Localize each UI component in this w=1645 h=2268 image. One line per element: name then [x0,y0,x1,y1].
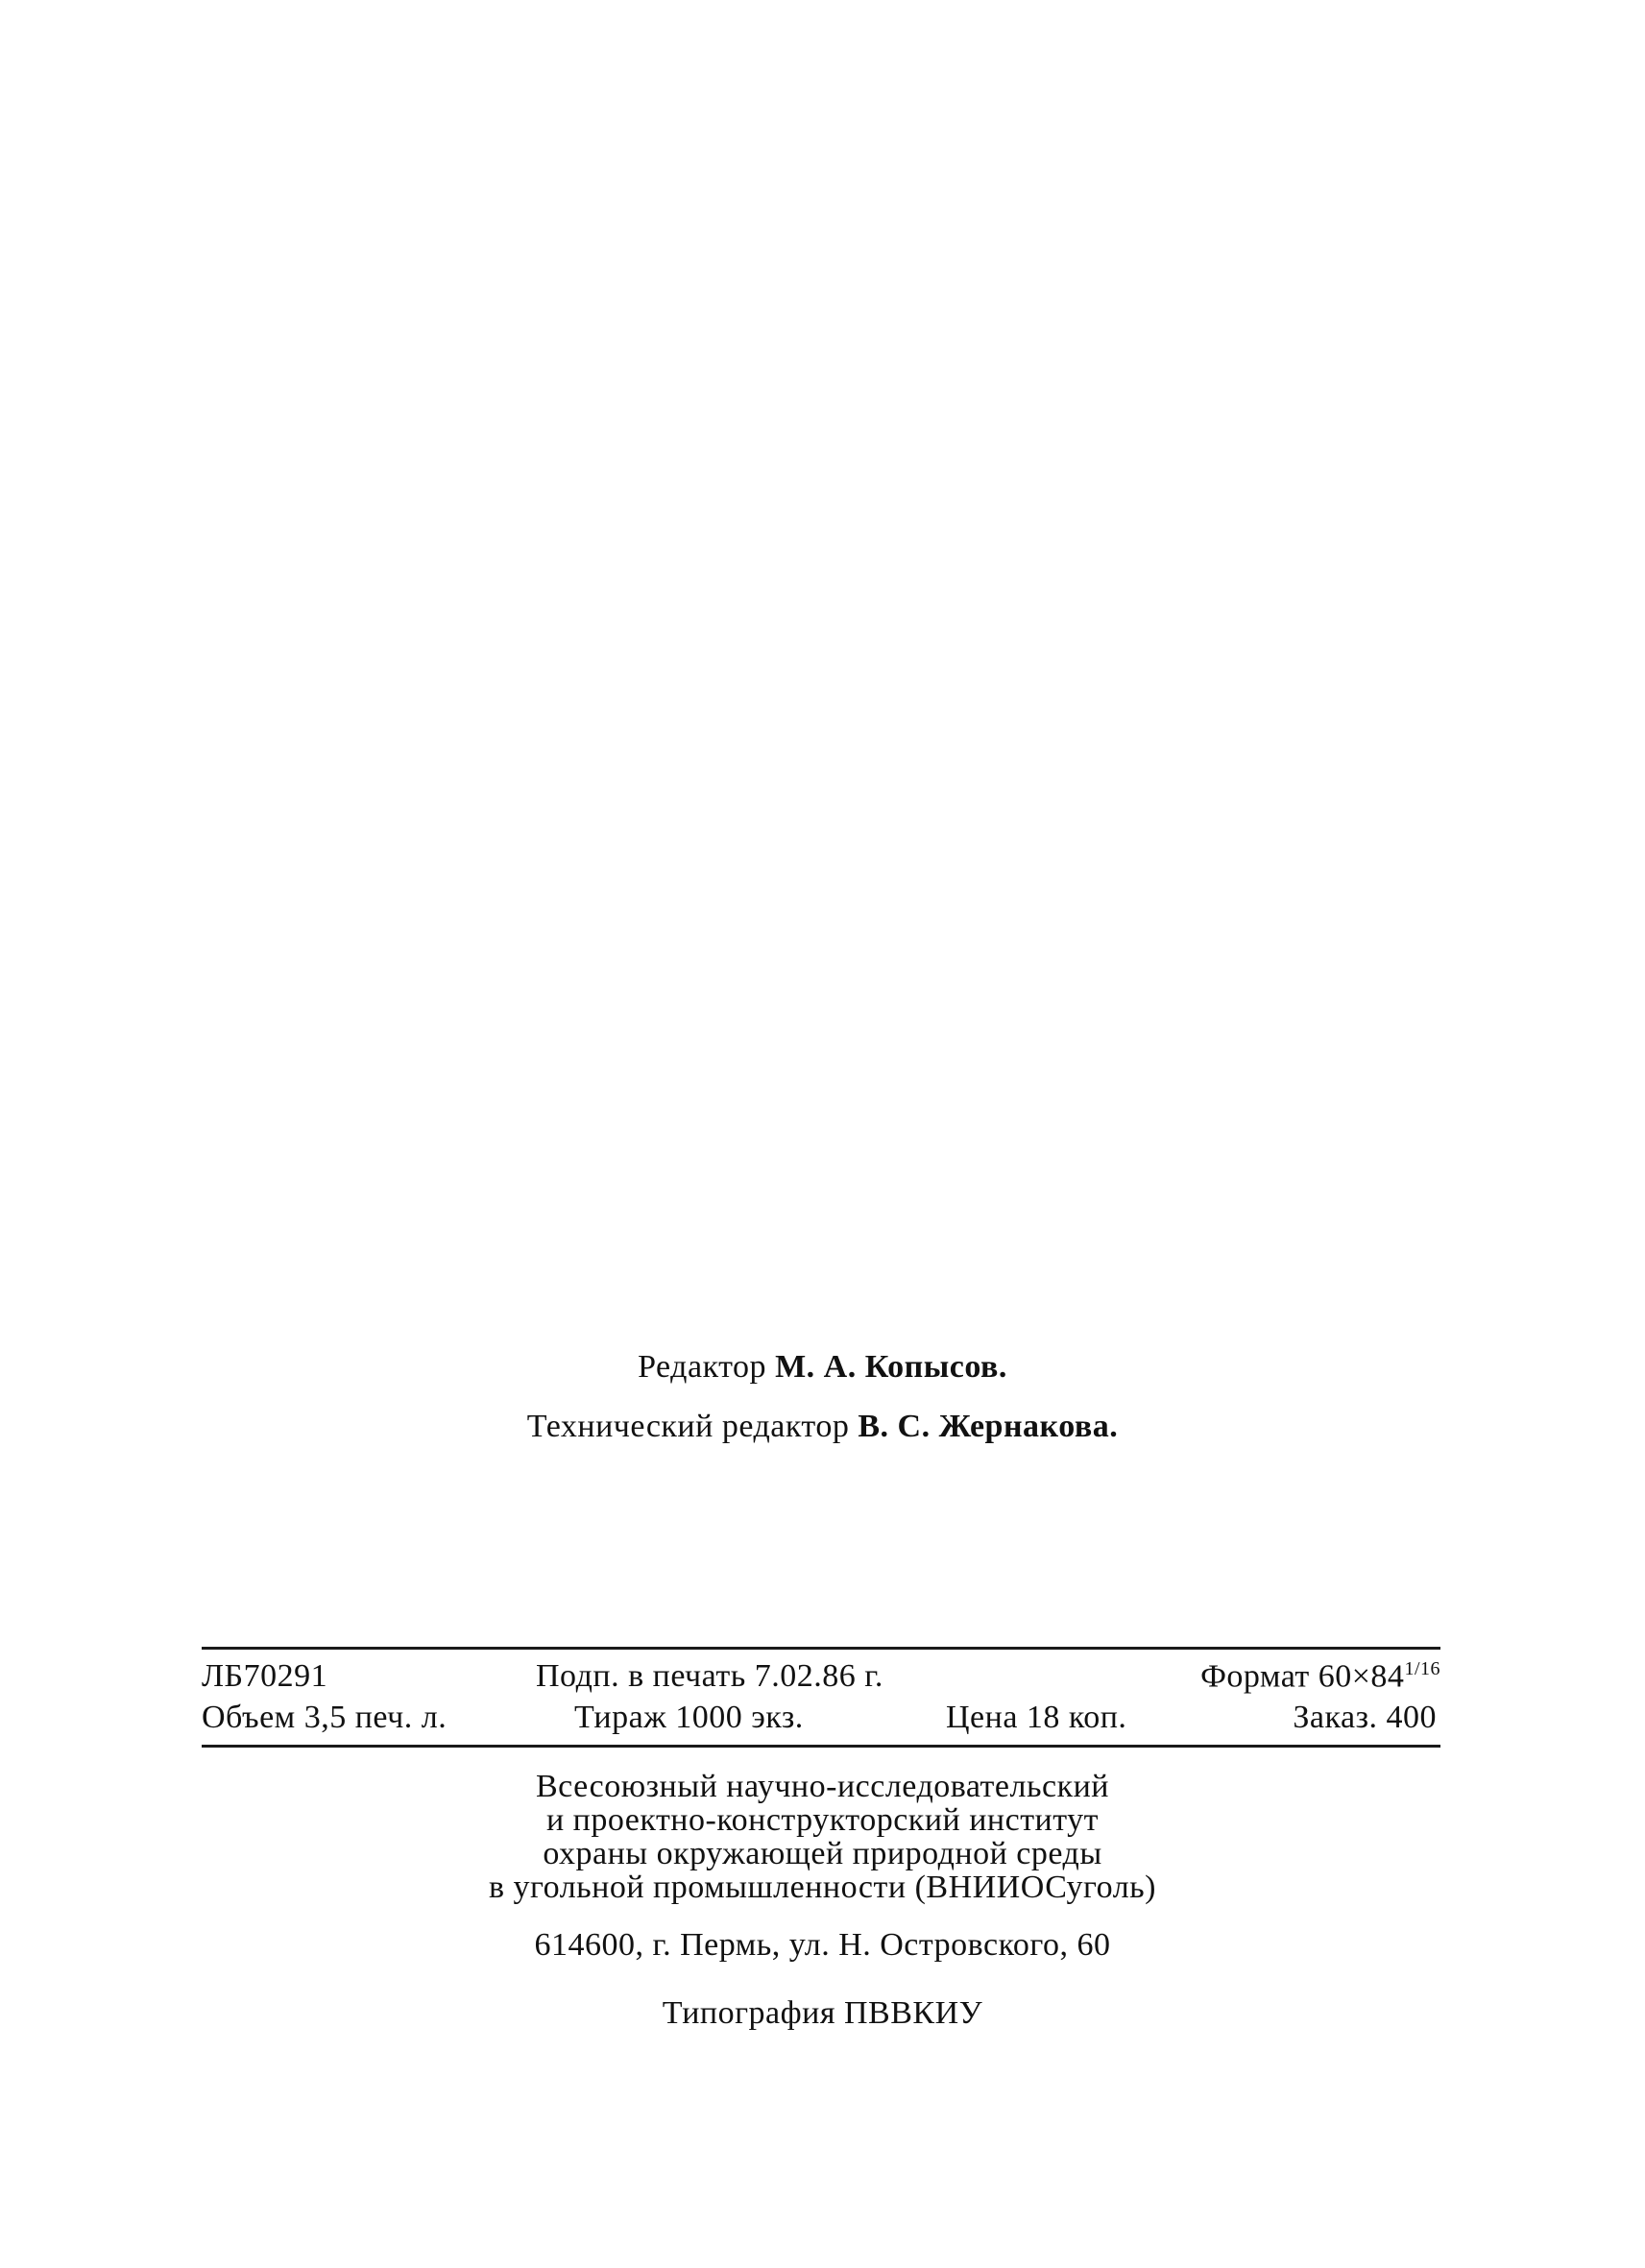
editor-name: М. А. Копысов. [775,1349,1007,1385]
imprint-order: Заказ. 400 [1293,1700,1437,1735]
top-divider [202,1647,1440,1650]
imprint-price: Цена 18 коп. [946,1700,1127,1735]
institute-line-4: в угольной промышленности (ВНИИОСуголь) [488,1870,1156,1905]
institute-line-1: Всесоюзный научно-исследовательский [536,1769,1109,1804]
imprint-format-fraction: 1/16 [1404,1658,1440,1679]
imprint-print-run: Тираж 1000 экз. [574,1700,804,1735]
tech-editor-name: В. С. Жернакова. [858,1409,1119,1444]
imprint-volume: Объем 3,5 печ. л. [202,1700,448,1735]
imprint-code: ЛБ70291 [202,1658,328,1694]
editor-line [0,1349,1645,1386]
tech-editor-line [0,1409,1645,1445]
imprint-format [1200,1658,1440,1695]
bottom-divider [202,1745,1440,1748]
institute-line-3: охраны окружающей природной среды [543,1836,1102,1871]
imprint-format-label: Формат 60×84 [1200,1658,1405,1695]
tech-editor-role: Технический редактор [526,1409,850,1444]
imprint-signed: Подп. в печать 7.02.86 г. [536,1658,883,1694]
institute-line-2: и проектно-конструкторский институт [545,1802,1100,1838]
institute-address: 614600, г. Пермь, ул. Н. Островского, 60 [534,1927,1111,1963]
printer-name: Типография ПВВКИУ [662,1995,983,2031]
editor-role: Редактор [638,1349,767,1385]
